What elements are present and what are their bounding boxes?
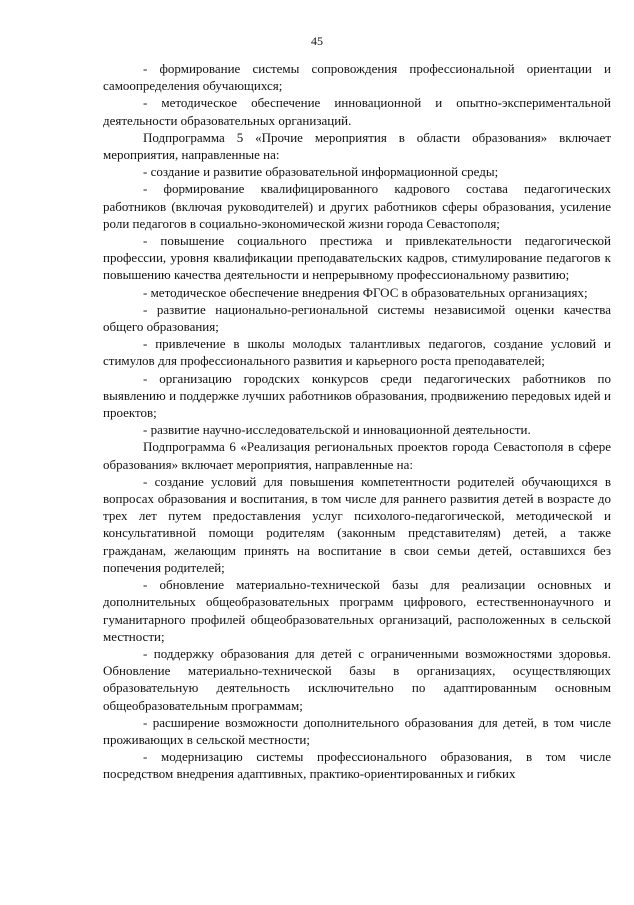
paragraph: - модернизацию системы профессионального образования, в том числе посредством внедрения адаптивных, практико-ориентированных и гибких bbox=[103, 749, 611, 782]
paragraph: - обновление материально-технической базы для реализации основных и дополнительных общеобразовательных программ цифрового, естественнонаучного и гуманитарного профилей общеобразовательных организаций, расположенных в сельской местности; bbox=[103, 577, 611, 644]
paragraph: - развитие национально-региональной системы независимой оценки качества общего образования; bbox=[103, 301, 611, 335]
paragraph: Подпрограмма 6 «Реализация региональных проектов города Севастополя в сфере образования» включает мероприятия, направленные на: bbox=[103, 439, 611, 472]
paragraph: - формирование системы сопровождения профессиональной ориентации и самоопределения обучающихся; bbox=[103, 61, 611, 94]
paragraph: - методическое обеспечение инновационной и опытно-экспериментальной деятельности образовательных организаций. bbox=[103, 95, 611, 128]
paragraph: - поддержку образования для детей с ограниченными возможностями здоровья. Обновление материально-технической базы в организациях, осуществляющих образовательную деятельность исключительно по адаптированным основным общеобразовательным программам; bbox=[103, 645, 611, 713]
paragraph: - повышение социального престижа и привлекательности педагогической профессии, уровня квалификации преподавательских кадров, стимулирование педагогов к повышению качества деятельности и непрерывному профессиональному развитию; bbox=[103, 233, 611, 283]
paragraph: - создание условий для повышения компетентности родителей обучающихся в вопросах образования и воспитания, в том числе для раннего развития детей в возрасте до трех лет путем предоставления услуг психолого-педагогической, методической и консультативной помощи родителям (законным представителям) детей, а также гражданам, желающим принять на воспитание в свои семьи детей, оставшихся без попечения родителей; bbox=[103, 473, 611, 575]
paragraph: - расширение возможности дополнительного образования для детей, в том числе проживающих в сельской местности; bbox=[103, 714, 611, 747]
paragraph: - развитие научно-исследовательской и инновационной деятельности. bbox=[143, 422, 531, 438]
paragraph: - организацию городских конкурсов среди педагогических работников по выявлению и поддержке лучших работников образования, продвижению передовых идей и проектов; bbox=[103, 370, 611, 421]
page-number: 45 bbox=[311, 34, 323, 48]
document-body bbox=[103, 60, 611, 783]
paragraph: - привлечение в школы молодых талантливых педагогов, создание условий и стимулов для профессионального развития и карьерного роста преподавателей; bbox=[103, 336, 611, 369]
paragraph: Подпрограмма 5 «Прочие мероприятия в области образования» включает мероприятия, направленные на: bbox=[103, 129, 611, 163]
paragraph: - создание и развитие образовательной информационной среды; bbox=[143, 164, 499, 180]
paragraph: - формирование квалифицированного кадрового состава педагогических работников (включая руководителей) и других работников сферы образования, усиление роли педагогов в социально-экономической жизни города Севастополя; bbox=[103, 181, 611, 231]
paragraph: - методическое обеспечение внедрения ФГОС в образовательных организациях; bbox=[143, 284, 588, 300]
